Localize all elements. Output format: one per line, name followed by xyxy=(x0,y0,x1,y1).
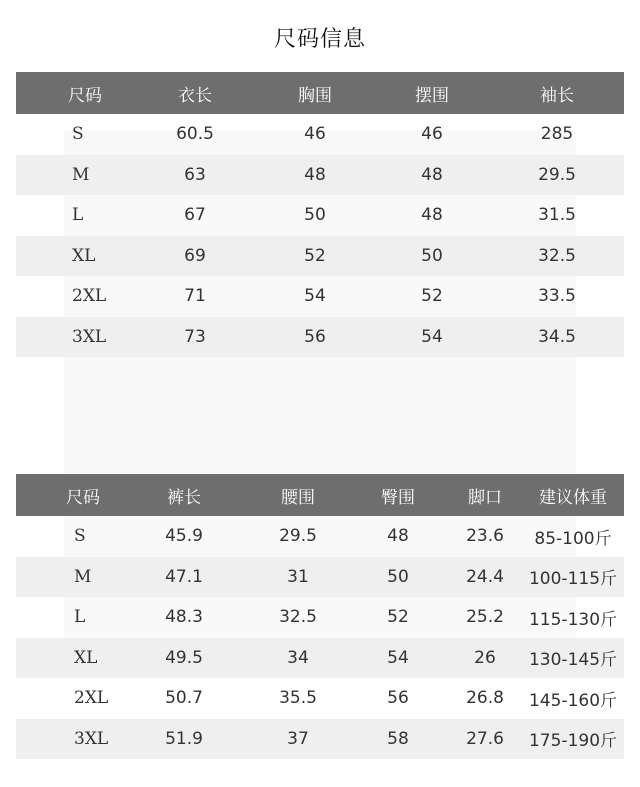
value-cell: 50.7 xyxy=(165,688,203,709)
size-cell: XL xyxy=(16,236,134,277)
value-cell: 50 xyxy=(348,557,448,598)
size-cell: 3XL xyxy=(16,719,120,760)
size-cell: M xyxy=(16,155,134,196)
value-cell: 29.5 xyxy=(279,526,317,547)
value-cell: 34 xyxy=(248,638,348,679)
value-cell: 175-190斤 xyxy=(522,719,624,760)
size-cell: 2XL xyxy=(74,688,109,709)
value-cell: 24.4 xyxy=(448,557,522,598)
table-row xyxy=(16,236,624,277)
header-hem: 摆围 xyxy=(374,72,490,114)
value-cell: 285 xyxy=(540,124,574,145)
header-sleeve-length: 袖长 xyxy=(490,72,624,114)
value-cell: 48 xyxy=(374,155,490,196)
header-suggested-weight: 建议体重 xyxy=(522,474,624,516)
page-title: 尺码信息 xyxy=(273,27,366,52)
value-cell: 32.5 xyxy=(490,236,624,277)
value-cell: 52 xyxy=(387,607,409,628)
value-cell: 60.5 xyxy=(176,124,214,145)
value-cell: 34.5 xyxy=(490,317,624,358)
value-cell: 48 xyxy=(421,205,443,226)
value-cell: 29.5 xyxy=(490,155,624,196)
value-cell: 48 xyxy=(387,526,409,547)
size-cell: XL xyxy=(16,638,120,679)
table-row xyxy=(16,516,624,557)
value-cell: 50 xyxy=(374,236,490,277)
table-row xyxy=(16,155,624,196)
value-cell: 26 xyxy=(448,638,522,679)
value-cell: 50 xyxy=(304,205,326,226)
table-row xyxy=(16,678,624,719)
bottom-size-table xyxy=(16,474,624,759)
value-cell: 23.6 xyxy=(466,526,504,547)
value-cell: 32.5 xyxy=(279,607,317,628)
value-cell: 52 xyxy=(256,236,374,277)
table-row xyxy=(16,557,624,598)
value-cell: 46 xyxy=(421,124,443,145)
value-cell: 73 xyxy=(134,317,256,358)
size-cell: S xyxy=(72,124,84,145)
header-garment-length: 衣长 xyxy=(134,72,256,114)
table-row xyxy=(16,195,624,236)
table-row xyxy=(16,597,624,638)
value-cell: 47.1 xyxy=(120,557,248,598)
value-cell: 63 xyxy=(134,155,256,196)
value-cell: 25.2 xyxy=(466,607,504,628)
value-cell: 45.9 xyxy=(165,526,203,547)
value-cell: 71 xyxy=(184,286,206,307)
value-cell: 54 xyxy=(304,286,326,307)
top-size-table xyxy=(16,72,624,357)
value-cell: 100-115斤 xyxy=(522,557,624,598)
size-cell: L xyxy=(74,607,86,628)
table-row xyxy=(16,114,624,155)
value-cell: 49.5 xyxy=(120,638,248,679)
header-waist: 腰围 xyxy=(248,474,348,516)
value-cell: 56 xyxy=(387,688,409,709)
value-cell: 48.3 xyxy=(165,607,203,628)
value-cell: 35.5 xyxy=(279,688,317,709)
header-hip: 臀围 xyxy=(348,474,448,516)
header-pants-length: 裤长 xyxy=(120,474,248,516)
value-cell: 51.9 xyxy=(120,719,248,760)
table-header-row xyxy=(16,72,624,114)
table-row xyxy=(16,719,624,760)
value-cell: 27.6 xyxy=(448,719,522,760)
size-cell: 2XL xyxy=(72,286,107,307)
value-cell: 115-130斤 xyxy=(528,609,618,630)
value-cell: 54 xyxy=(348,638,448,679)
value-cell: 52 xyxy=(421,286,443,307)
value-cell: 67 xyxy=(184,205,206,226)
size-cell: S xyxy=(74,526,86,547)
table-header-row xyxy=(16,474,624,516)
size-cell: 3XL xyxy=(16,317,134,358)
table-row xyxy=(16,317,624,358)
value-cell: 69 xyxy=(134,236,256,277)
value-cell: 145-160斤 xyxy=(528,690,618,711)
value-cell: 31.5 xyxy=(538,205,576,226)
value-cell: 130-145斤 xyxy=(522,638,624,679)
size-cell: M xyxy=(16,557,120,598)
value-cell: 85-100斤 xyxy=(534,528,612,549)
size-cell: L xyxy=(72,205,84,226)
value-cell: 58 xyxy=(348,719,448,760)
header-leg-opening: 脚口 xyxy=(448,474,522,516)
table-row xyxy=(16,276,624,317)
value-cell: 56 xyxy=(256,317,374,358)
header-size: 尺码 xyxy=(16,474,120,516)
value-cell: 48 xyxy=(256,155,374,196)
value-cell: 46 xyxy=(304,124,326,145)
value-cell: 33.5 xyxy=(538,286,576,307)
value-cell: 26.8 xyxy=(466,688,504,709)
value-cell: 31 xyxy=(248,557,348,598)
value-cell: 54 xyxy=(374,317,490,358)
header-size: 尺码 xyxy=(16,72,134,114)
table-row xyxy=(16,638,624,679)
value-cell: 37 xyxy=(248,719,348,760)
header-chest: 胸围 xyxy=(256,72,374,114)
